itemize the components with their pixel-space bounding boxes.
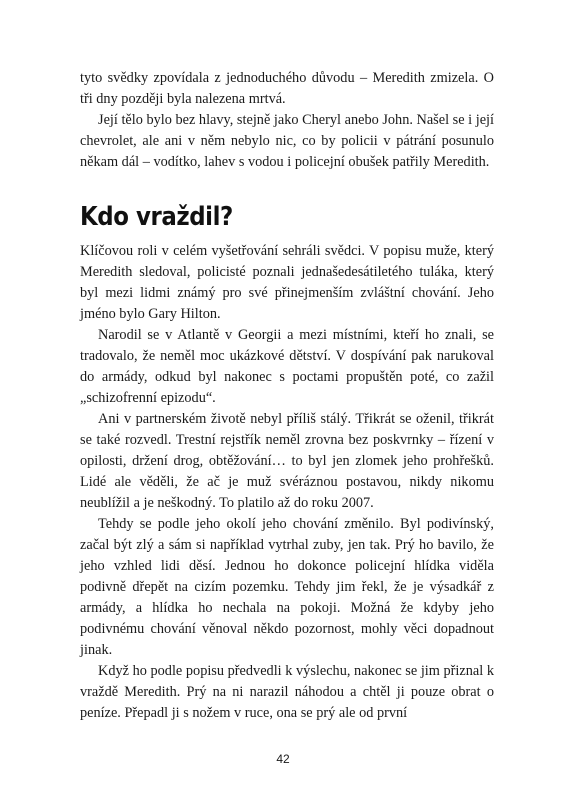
paragraph: Její tělo bylo bez hlavy, stejně jako Cheryl anebo John. Našel se i její chevrolet, ale ani v něm nebylo nic, co by policii v pátrání posunulo někam dál – vodítko, lahev s vodou i policejní obušek patřily Meredith. (80, 112, 494, 170)
paragraph: Ani v partnerském životě nebyl příliš stálý. Třikrát se oženil, třikrát se také rozvedl. Trestní rejstřík neměl zrovna bez poskvrnky – řízení v opilosti, držení drog, obtěžování… to byl jen zlomek jeho prohřešků. Lidé ale věděli, že ač je muž svéráznou postavou, nikdy nikomu neublížil a je neškodný. To platilo až do roku 2007. (80, 411, 494, 511)
paragraph-continued: tyto svědky zpovídala z jednoduchého důvodu – Meredith zmizela. O tři dny později byla nalezena mrtvá. (80, 70, 494, 107)
paragraph: Narodil se v Atlantě v Georgii a mezi místními, kteří ho znali, se tradovalo, že neměl moc ukázkové dětství. V dospívání pak narukoval do armády, odkud byl nakonec s poctami propuštěn poté, co zažil „schizofrenní epizodu“. (80, 327, 494, 406)
paragraph: Když ho podle popisu předvedli k výslechu, nakonec se jim přiznal k vraždě Meredith. Prý na ni narazil náhodou a chtěl ji pouze obrat o peníze. Přepadl ji s nožem v ruce, ona se prý ale od první (80, 663, 494, 721)
page-number: 42 (276, 752, 290, 766)
page-text-column (80, 68, 494, 724)
section-heading: Kdo vraždil? (80, 202, 233, 232)
paragraph: Klíčovou roli v celém vyšetřování sehráli svědci. V popisu muže, který Meredith sledoval, policisté poznali jednašedesátiletého tuláka, který byl mezi lidmi známý pro své přinejmenším zvláštní chování. Jeho jméno bylo Gary Hilton. (80, 243, 494, 322)
paragraph: Tehdy se podle jeho okolí jeho chování změnilo. Byl podivínský, začal být zlý a sám si například vytrhal zuby, jen tak. Prý ho bavilo, že jeho vzhled lidi děsí. Jednou ho dokonce policejní hlídka viděla podivně dřepět na cizím pozemku. Tehdy jim řekl, že je výsadkář z armády, a hlídka ho nechala na pokoji. Možná že kdyby jeho podivnému chování věnoval někdo pozornost, mohly věci dopadnout jinak. (80, 516, 494, 658)
